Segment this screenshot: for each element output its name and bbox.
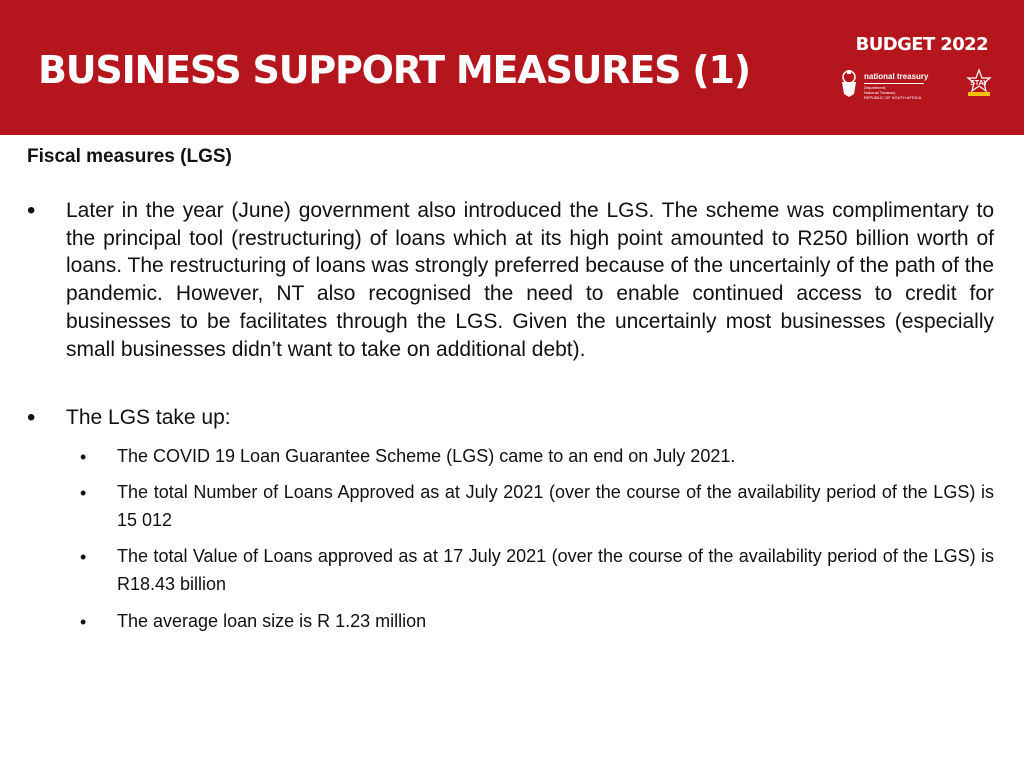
treasury-dept-line1: Department: bbox=[864, 85, 887, 90]
treasury-logo bbox=[864, 72, 960, 100]
slide-header bbox=[0, 0, 1024, 135]
coat-of-arms-icon bbox=[838, 68, 860, 98]
bullet-marker: • bbox=[27, 404, 36, 431]
bullet-text: The LGS take up: bbox=[66, 406, 231, 429]
svg-text:STAY: STAY bbox=[970, 80, 988, 87]
sub-bullet-marker: • bbox=[80, 612, 87, 632]
sub-bullet-text: The average loan size is R 1.23 million bbox=[117, 611, 427, 631]
branding-block bbox=[832, 34, 992, 104]
treasury-divider bbox=[864, 83, 924, 84]
sub-bullet-text: The COVID 19 Loan Guarantee Scheme (LGS) came to an end on July 2021. bbox=[117, 446, 736, 466]
sub-bullet-text: The total Number of Loans Approved as at July 2021 (over the course of the availability period of the LGS) is 15 012 bbox=[117, 482, 994, 530]
treasury-dept-line3: REPUBLIC OF SOUTH AFRICA bbox=[864, 95, 922, 100]
slide-title: BUSINESS SUPPORT MEASURES (1) bbox=[38, 48, 750, 92]
sub-bullet-marker: • bbox=[80, 447, 87, 467]
stay-safe-logo-icon bbox=[966, 68, 992, 98]
sub-bullet-marker: • bbox=[80, 547, 87, 567]
bullet-marker: • bbox=[27, 197, 36, 224]
bullet-text: Later in the year (June) government also introduced the LGS. The scheme was complimentary to the principal tool (restructuring) of loans which at its high point amounted to R250 billion worth of loans. The restructuring of loans was strongly preferred because of the uncertainly of the path of the pandemic. However, NT also recognised the need to enable continued access to credit for businesses to be facilitates through the LGS. Given the uncertainly most businesses (especially small businesses didn’t want to take on additional debt). bbox=[66, 199, 994, 361]
treasury-name: national treasury bbox=[864, 72, 929, 81]
section-subtitle: Fiscal measures (LGS) bbox=[27, 146, 232, 167]
sub-bullet-text: The total Value of Loans approved as at 17 July 2021 (over the course of the availability period of the LGS) is R18.43 billion bbox=[117, 546, 994, 594]
sub-bullet-marker: • bbox=[80, 483, 87, 503]
treasury-dept-line2: National Treasury bbox=[864, 90, 896, 95]
budget-label: BUDGET 2022 bbox=[855, 34, 988, 55]
